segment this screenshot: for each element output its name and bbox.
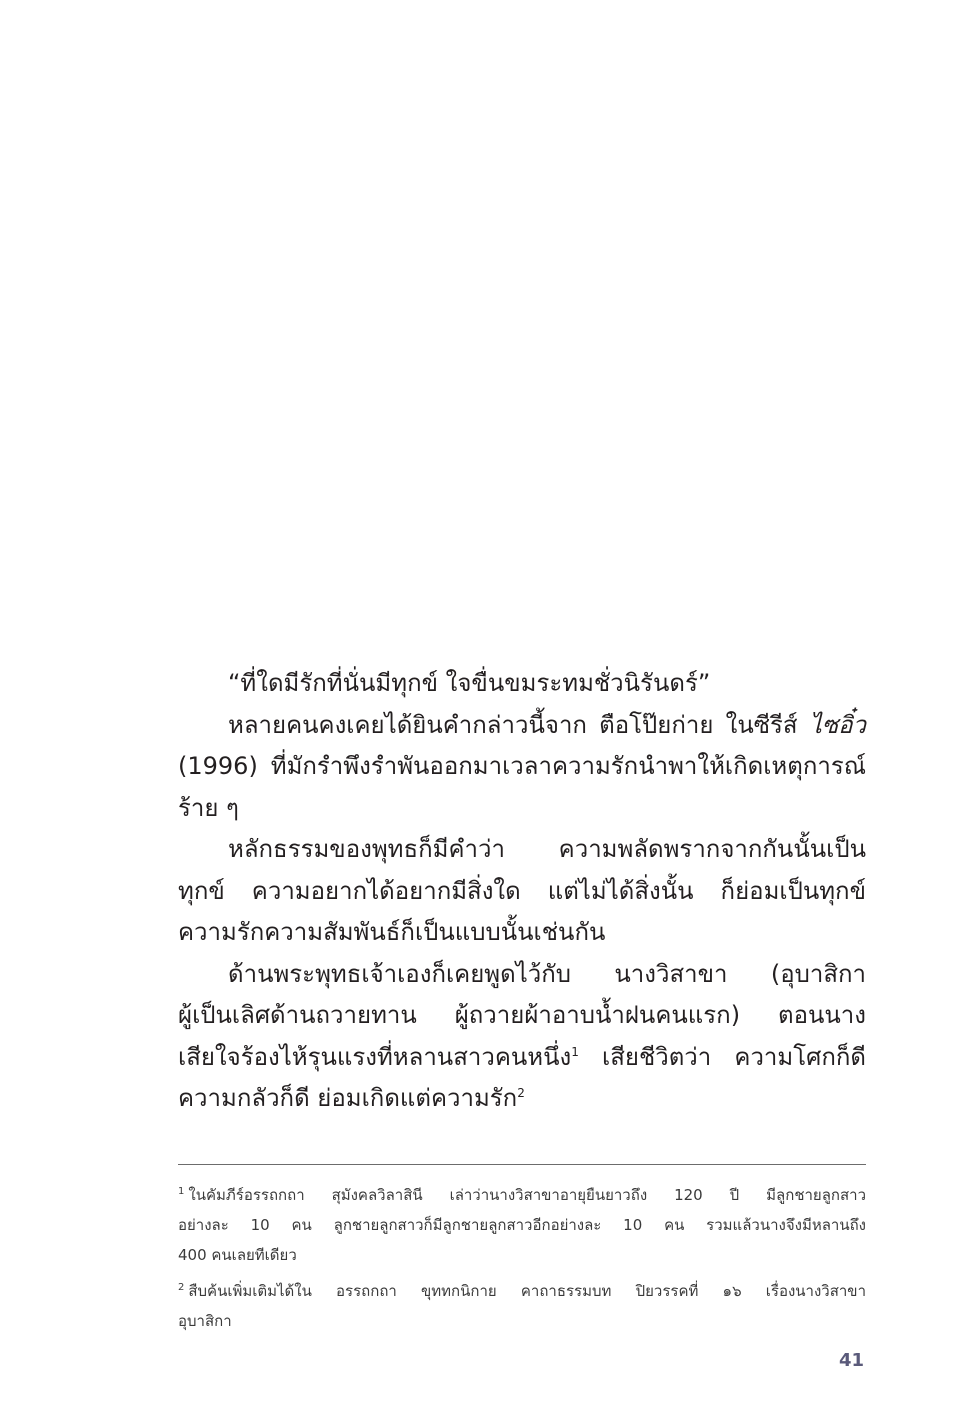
paragraph-3-line-1: ด้านพระพุทธเจ้าเองก็เคยพูดไว้กับ นางวิสาขา (อุบาสิกา bbox=[228, 959, 866, 988]
footnote-2-text: สืบค้นเพิ่มเติมได้ใน อรรถกถา ขุททกนิกาย คาถาธรรมบท ปิยวรรคที่ ๑๖ เรื่องนางวิสาขา bbox=[188, 1282, 866, 1300]
footnote-1-line-2: อย่างละ 10 คน ลูกชายลูกสาวก็มีลูกชายลูกสาวอีกอย่างละ 10 คน รวมแล้วนางจึงมีหลานถึง bbox=[178, 1216, 866, 1234]
paragraph-2-line-1: หลักธรรมของพุทธก็มีคำว่า ความพลัดพรากจากกันนั้นเป็น bbox=[228, 835, 866, 863]
paragraph-2-line-3: ความรักความสัมพันธ์ก็เป็นแบบนั้นเช่นกัน bbox=[178, 918, 606, 946]
paragraph-3-text-cont: เสียชีวิตว่า ความโศกก็ดี bbox=[578, 1042, 866, 1071]
footnote-2-marker: 2 bbox=[178, 1282, 185, 1293]
body-text bbox=[178, 663, 866, 1120]
paragraph-2-line-2: ทุกข์ ความอยากได้อยากมีสิ่งใด แต่ไม่ได้สิ่งนั้น ก็ย่อมเป็นทุกข์ bbox=[178, 876, 866, 905]
paragraph-3-last-text: ความกลัวก็ดี ย่อมเกิดแต่ความรัก bbox=[178, 1084, 518, 1112]
footnote-ref-1[interactable]: 1 bbox=[571, 1044, 579, 1059]
footnote-1-text: ในคัมภีร์อรรถกถา สุมังคลวิลาสินี เล่าว่านางวิสาขาอายุยืนยาวถึง 120 ปี มีลูกชายลูกสาว bbox=[188, 1186, 866, 1204]
footnote-ref-2[interactable]: 2 bbox=[517, 1086, 525, 1100]
series-title: ไซอิ๋ว bbox=[809, 710, 866, 739]
footnote-1-line-3: 400 คนเลยทีเดียว bbox=[178, 1246, 297, 1264]
paragraph-3-text: เสียใจร้องไห้รุนแรงที่หลานสาวคนหนึ่ง bbox=[178, 1042, 572, 1071]
footnote-1-line-1 bbox=[178, 1180, 866, 1210]
footnotes bbox=[178, 1180, 866, 1336]
paragraph-1-line-3: ร้าย ๆ bbox=[178, 793, 239, 822]
footnote-divider bbox=[178, 1164, 866, 1165]
paragraph-3-line-2: ผู้เป็นเลิศด้านถวายทาน ผู้ถวายผ้าอาบน้ำฝนคนแรก) ตอนนาง bbox=[178, 1001, 866, 1029]
paragraph-3-line-3 bbox=[178, 1037, 866, 1079]
footnote-1-marker: 1 bbox=[178, 1186, 185, 1197]
page-number: 41 bbox=[838, 1350, 864, 1371]
paragraph-1-line-1 bbox=[178, 705, 866, 747]
footnote-2-line-1 bbox=[178, 1276, 866, 1306]
paragraph-1-text: หลายคนคงเคยได้ยินคำกล่าวนี้จาก ตือโป๊ยก่าย ในซีรีส์ bbox=[228, 710, 810, 739]
footnote-2-line-2: อุบาสิกา bbox=[178, 1312, 232, 1330]
paragraph-1-line-2: (1996) ที่มักรำพึงรำพันออกมาเวลาความรักนำพาให้เกิดเหตุการณ์ bbox=[178, 752, 866, 780]
paragraph-3-line-4 bbox=[178, 1078, 866, 1120]
opening-quote bbox=[178, 663, 866, 705]
quote-text: “ที่ใดมีรักที่นั่นมีทุกข์ ใจขื่นขมระทมชั่วนิรันดร์” bbox=[228, 669, 711, 697]
